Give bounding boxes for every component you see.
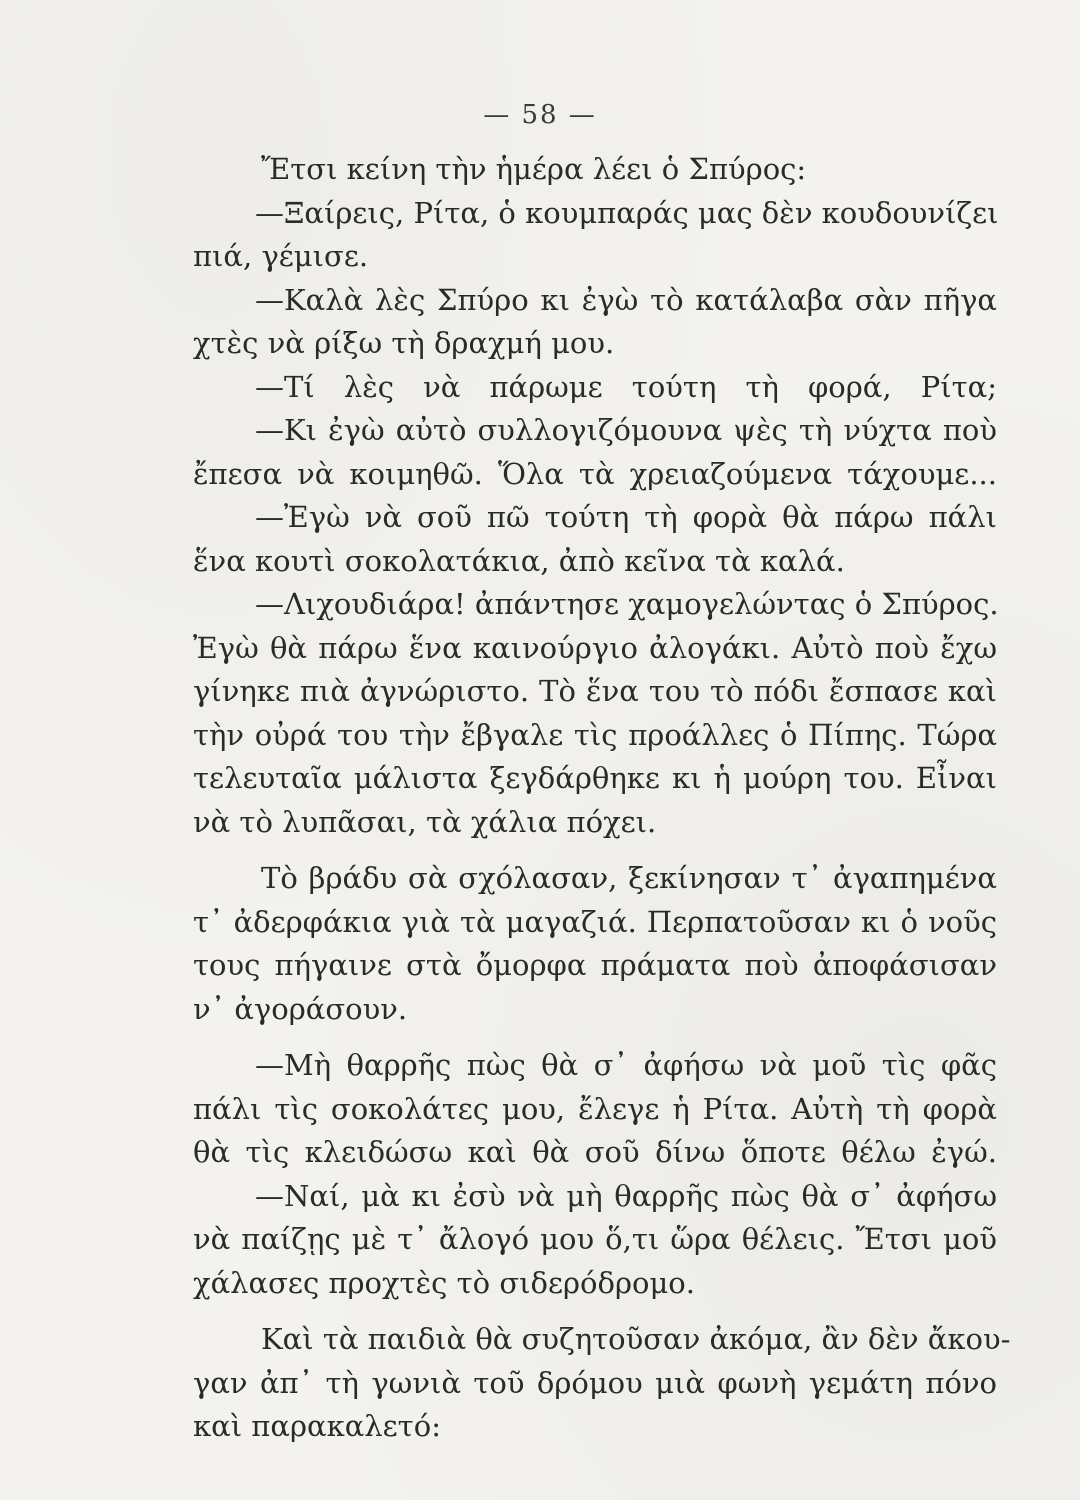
text-line: γαν ἀπ᾿ τὴ γωνιὰ τοῦ δρόμου μιὰ φωνὴ γεμάτη πόνο — [193, 1365, 997, 1400]
paragraph — [193, 409, 997, 496]
text-line: πάλι τὶς σοκολάτες μου, ἔλεγε ἡ Ρίτα. Αὐτὴ τὴ φορὰ — [193, 1091, 997, 1126]
text-line: Καὶ τὰ παιδιὰ θὰ συζητοῦσαν ἀκόμα, ἂν δὲν ἄκου- — [261, 1322, 1011, 1356]
text-line: Τὸ βράδυ σὰ σχόλασαν, ξεκίνησαν τ᾿ ἀγαπημένα — [261, 861, 997, 895]
paragraph — [193, 1318, 1011, 1449]
text-line: θὰ τὶς κλειδώσω καὶ θὰ σοῦ δίνω ὅποτε θέλω ἐγώ. — [193, 1135, 997, 1169]
body-text — [193, 148, 1011, 1449]
paragraph — [193, 857, 997, 1031]
page-number: — 58 — — [483, 100, 597, 130]
text-line: τὴν οὐρά του τὴν ἔβγαλε τὶς προάλλες ὁ Πίπης. Τώρα — [193, 717, 997, 752]
paragraph — [193, 192, 997, 279]
text-line: —Ἐγὼ νὰ σοῦ πῶ τούτη τὴ φορὰ θὰ πάρω πάλι — [255, 500, 997, 534]
text-line: πιά, γέμισε. — [193, 239, 369, 273]
text-line: Ἐγὼ θὰ πάρω ἕνα καινούργιο ἀλογάκι. Αὐτὸ ποὺ ἔχω — [193, 630, 997, 665]
text-line: ν᾿ ἀγοράσουν. — [193, 991, 408, 1026]
paragraph — [193, 583, 997, 844]
text-line: χάλασες προχτὲς τὸ σιδερόδρομο. — [193, 1265, 695, 1300]
paragraph — [193, 279, 997, 366]
text-line: τελευταῖα μάλιστα ξεγδάρθηκε κι ἡ μούρη του. Εἶναι — [193, 761, 997, 795]
paragraph — [193, 496, 997, 583]
text-line: νὰ παίζῃς μὲ τ᾿ ἄλογό μου ὅ,τι ὥρα θέλεις. Ἔτσι μοῦ — [193, 1222, 997, 1256]
text-line: γίνηκε πιὰ ἀγνώριστο. Τὸ ἕνα του τὸ πόδι ἔσπασε καὶ — [193, 674, 997, 708]
text-line: ἕνα κουτὶ σοκολατάκια, ἀπὸ κεῖνα τὰ καλά. — [193, 543, 845, 578]
text-line: —Μὴ θαρρῆς πὼς θὰ σ᾿ ἀφήσω νὰ μοῦ τὶς φᾶς — [255, 1048, 997, 1082]
text-line: Ἔτσι κείνη τὴν ἡμέρα λέει ὁ Σπύρος: — [261, 152, 807, 186]
text-line: —Κι ἐγὼ αὐτὸ συλλογιζόμουνα ψὲς τὴ νύχτα ποὺ — [255, 413, 997, 447]
text-line: τ᾿ ἀδερφάκια γιὰ τὰ μαγαζιά. Περπατοῦσαν κι ὁ νοῦς — [193, 904, 997, 939]
text-line: τους πήγαινε στὰ ὄμορφα πράματα ποὺ ἀποφάσισαν — [193, 948, 997, 982]
paragraph — [193, 148, 997, 192]
text-line: χτὲς νὰ ρίξω τὴ δραχμή μου. — [193, 326, 615, 360]
text-line: —Ναί, μὰ κι ἐσὺ νὰ μὴ θαρρῆς πὼς θὰ σ᾿ ἀφήσω — [255, 1178, 997, 1213]
text-line: —Ξαίρεις, Ρίτα, ὁ κουμπαράς μας δὲν κουδουνίζει — [255, 195, 999, 230]
text-line: —Καλὰ λὲς Σπύρο κι ἐγὼ τὸ κατάλαβα σὰν πῆγα — [255, 282, 997, 317]
text-line: —Τί λὲς νὰ πάρωμε τούτη τὴ φορά, Ρίτα; — [255, 369, 997, 404]
text-line: ἔπεσα νὰ κοιμηθῶ. Ὅλα τὰ χρειαζούμενα τάχουμε... — [193, 456, 997, 491]
paragraph — [193, 366, 997, 410]
paragraph — [193, 1044, 997, 1175]
paragraph — [193, 1175, 997, 1306]
text-line: καὶ παρακαλετό: — [193, 1409, 441, 1443]
text-line: —Λιχουδιάρα! ἀπάντησε χαμογελώντας ὁ Σπύρος. — [255, 587, 999, 621]
text-line: νὰ τὸ λυπᾶσαι, τὰ χάλια πόχει. — [193, 804, 657, 839]
